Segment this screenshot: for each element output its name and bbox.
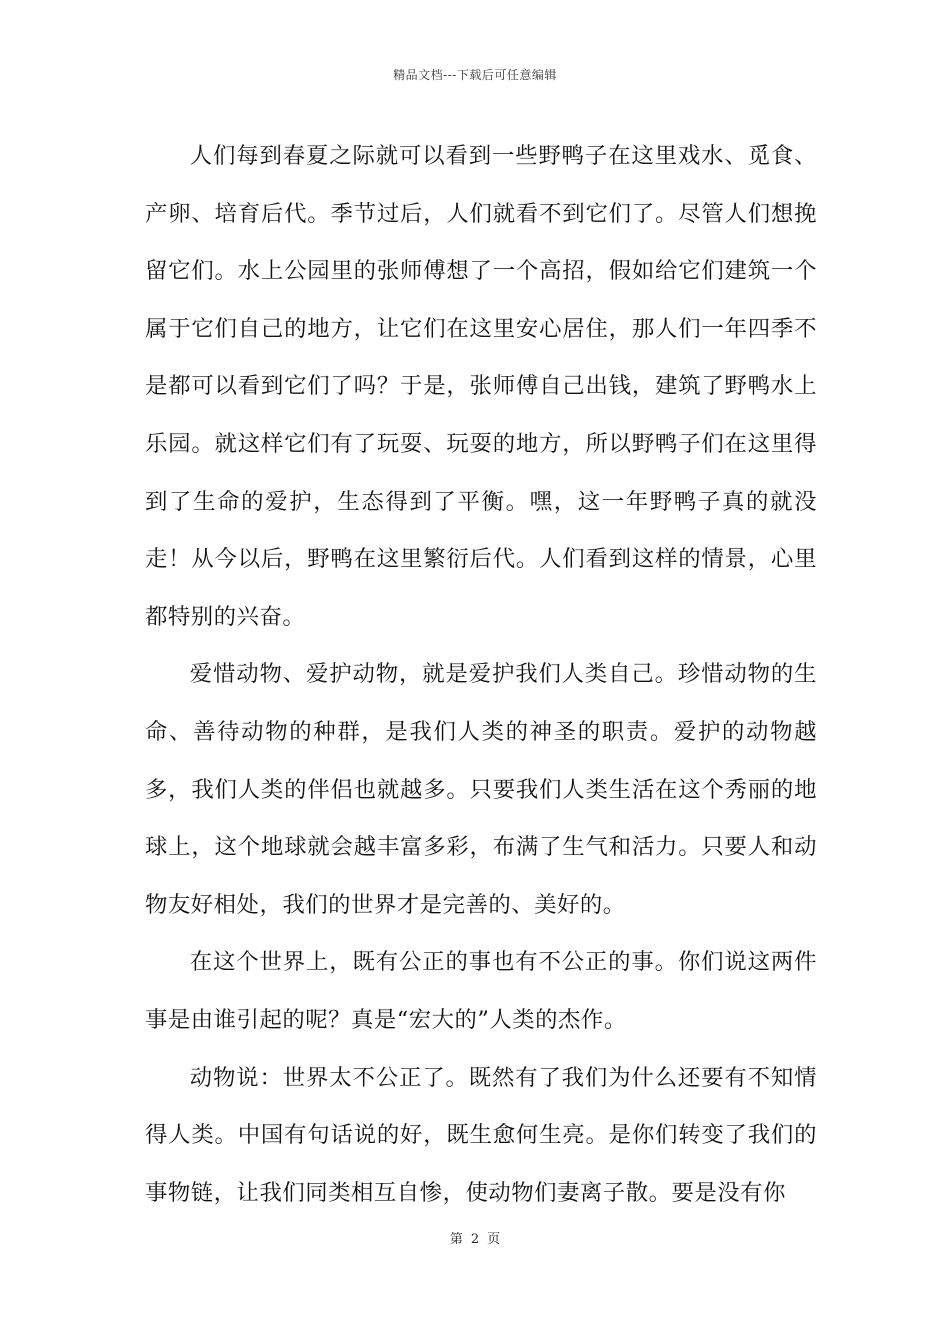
paragraph: 人们每到春夏之际就可以看到一些野鸭子在这里戏水、觅食、产卵、培育后代。季节过后，人们就看不到它们了。尽管人们想挽留它们。水上公园里的张师傅想了一个高招，假如给它们建筑一个属于它们自己的地方，让它们在这里安心居住，那人们一年四季不是都可以看到它们了吗？于是，张师傅自己出钱，建筑了野鸭水上乐园。就这样它们有了玩耍、玩耍的地方，所以野鸭子们在这里得到了生命的爱护，生态得到了平衡。嘿，这一年野鸭子真的就没走！从今以后，野鸭在这里繁衍后代。人们看到这样的情景，心里都特别的兴奋。 xyxy=(145,143,817,630)
paragraph: 动物说：世界太不公正了。既然有了我们为什么还要有不知情得人类。中国有句话说的好，既生愈何生亮。是你们转变了我们的事物链，让我们同类相互自惨，使动物们妻离子散。要是没有你 xyxy=(145,1064,817,1206)
paragraph: 在这个世界上，既有公正的事也有不公正的事。你们说这两件事是由谁引起的呢？真是“宏大的”人类的杰作。 xyxy=(145,949,817,1033)
page-label-prefix: 第 xyxy=(449,1232,463,1247)
document-body xyxy=(145,128,817,1222)
paragraph: 爱惜动物、爱护动物，就是爱护我们人类自己。珍惜动物的生命、善待动物的种群，是我们人类的神圣的职责。爱护的动物越多，我们人类的伴侣也就越多。只要我们人类生活在这个秀丽的地球上，这个地球就会越丰富多彩，布满了生气和活力。只要人和动物友好相处，我们的世界才是完善的、美好的。 xyxy=(145,661,817,918)
page-footer xyxy=(0,1228,950,1247)
page-label-suffix: 页 xyxy=(487,1232,501,1247)
page-header: 精品文档---下载后可任意编辑 xyxy=(393,68,557,82)
page-number: 2 xyxy=(470,1232,480,1247)
